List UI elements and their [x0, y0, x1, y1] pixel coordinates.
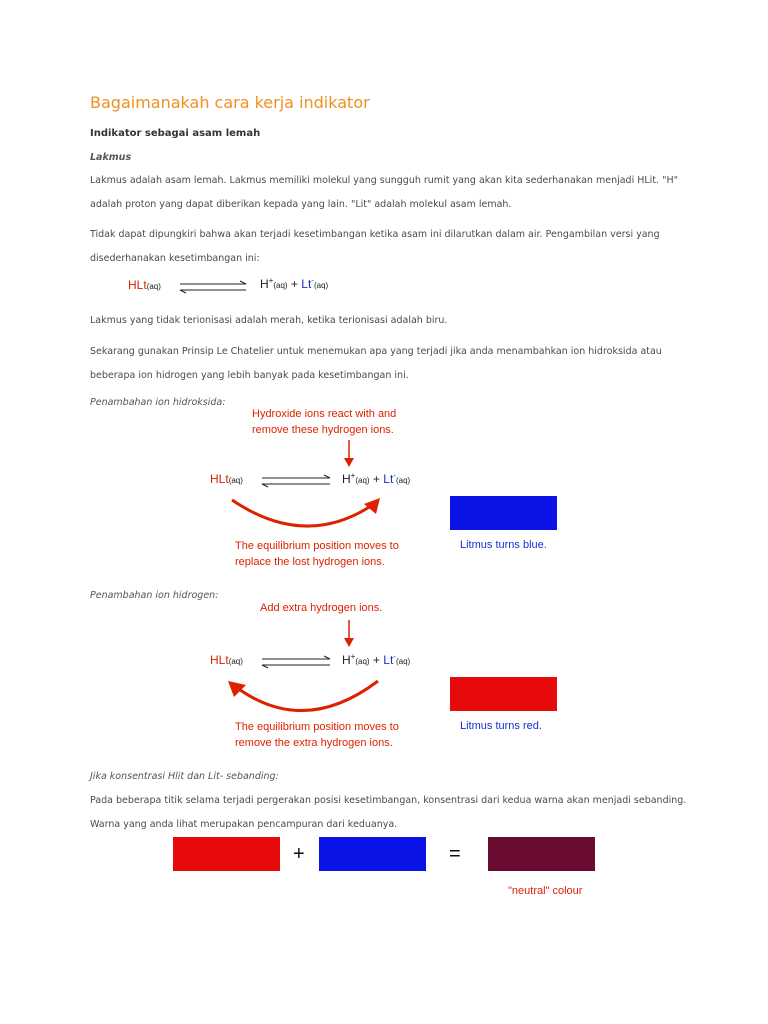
lakmus-heading: Lakmus [90, 152, 132, 163]
hydroxide-note-bottom: The equilibrium position moves to replace the lost hydrogen ions. [235, 540, 399, 568]
curved-arrow-right-icon [226, 494, 386, 534]
equilibrium-arrows-icon [260, 474, 332, 488]
equilibrium-arrows-icon [260, 655, 332, 669]
mix-red-swatch [173, 837, 280, 871]
paragraph-3: Lakmus yang tidak terionisasi adalah merah, ketika terionisasi adalah biru. [90, 315, 448, 326]
hydroxide-equation-left: HLt(aq) [210, 472, 243, 486]
hydroxide-equation-right: H+(aq) + Lt-(aq) [342, 471, 411, 486]
section-subtitle: Indikator sebagai asam lemah [90, 128, 261, 139]
neutral-swatch [488, 837, 595, 871]
page-title: Bagaimanakah cara kerja indikator [90, 93, 370, 112]
down-arrow-icon [343, 440, 355, 468]
paragraph-5: Pada beberapa titik selama terjadi pergerakan posisi kesetimbangan, konsentrasi dari kedua warna akan menjadi sebanding. Warna yang anda lihat merupakan pencampuran dari keduanya. [90, 795, 687, 830]
hydrogen-note-top: Add extra hydrogen ions. [260, 602, 383, 614]
equals-sign: = [449, 843, 461, 865]
paragraph-1: Lakmus adalah asam lemah. Lakmus memiliki molekul yang sungguh rumit yang akan kita sederhanakan menjadi HLit. "H" adalah proton yang dapat diberikan kepada yang lain. "Lit" adalah molekul asam lemah. [90, 175, 678, 210]
blue-swatch [450, 496, 557, 530]
mix-blue-swatch [319, 837, 426, 871]
paragraph-4: Sekarang gunakan Prinsip Le Chatelier untuk menemukan apa yang terjadi jika anda menambahkan ion hidroksida atau beberapa ion hidrogen yang lebih banyak pada kesetimbangan ini. [90, 346, 662, 381]
hydrogen-equation-right: H+(aq) + Lt-(aq) [342, 652, 411, 667]
hydroxide-note-top: Hydroxide ions react with and remove these hydrogen ions. [252, 408, 397, 436]
down-arrow-icon [343, 620, 355, 648]
eq-state: (aq) [146, 282, 161, 291]
red-swatch [450, 677, 557, 711]
equation-products: H+(aq) + Lt-(aq) [260, 276, 329, 291]
eq-anion: Lt [301, 277, 312, 291]
eq-reactant: HLt [128, 278, 147, 292]
equation-main [128, 278, 161, 292]
hydrogen-label: Penambahan ion hidrogen: [90, 590, 219, 601]
hydrogen-note-bottom: The equilibrium position moves to remove the extra hydrogen ions. [235, 721, 399, 749]
litmus-red-result: Litmus turns red. [460, 720, 542, 732]
paragraph-2: Tidak dapat dipungkiri bahwa akan terjadi kesetimbangan ketika asam ini dilarutkan dalam air. Pengambilan versi yang disederhanakan kesetimbangan ini: [90, 229, 660, 264]
equilibrium-arrows-icon [178, 280, 248, 294]
litmus-blue-result: Litmus turns blue. [460, 539, 547, 551]
hydroxide-label: Penambahan ion hidroksida: [90, 397, 226, 408]
plus-sign: + [293, 843, 305, 865]
neutral-colour-label: "neutral" colour [508, 885, 583, 897]
curved-arrow-left-icon [224, 675, 384, 717]
hydrogen-equation-left: HLt(aq) [210, 653, 243, 667]
equal-concentration-label: Jika konsentrasi Hlit dan Lit- sebanding: [90, 771, 279, 782]
eq-proton: H [260, 277, 269, 291]
